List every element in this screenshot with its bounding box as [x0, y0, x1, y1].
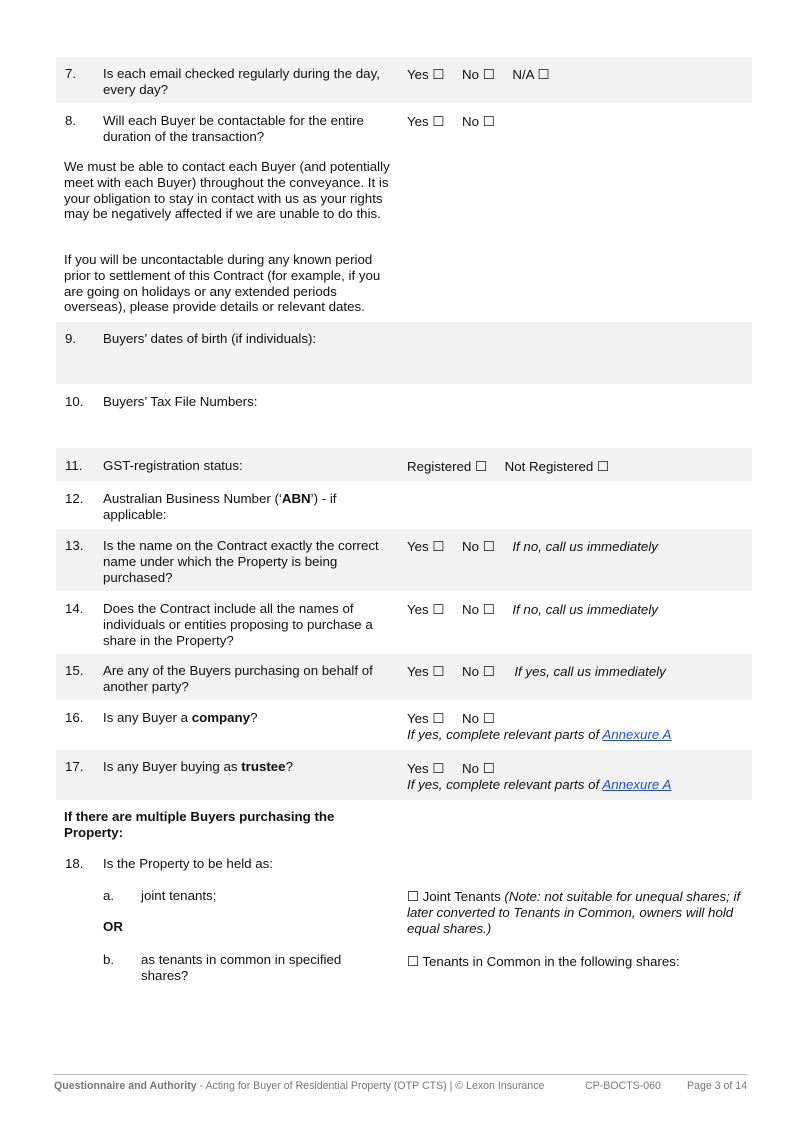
no-checkbox[interactable]: No ☐ [462, 711, 495, 726]
question-row-11 [56, 448, 752, 481]
answer-options [407, 711, 747, 743]
contact-paragraph: We must be able to contact each Buyer (and potentially meet with each Buyer) throughout the conveyance. It is your obligation to stay in contact with us as your rights may be negatively affected if we are unable to do this. [64, 159, 390, 222]
yes-checkbox[interactable]: Yes ☐ [407, 761, 445, 776]
no-checkbox[interactable]: No ☐ [462, 664, 495, 679]
question-text: Is each email checked regularly during the day, every day? [103, 66, 380, 97]
question-row-16 [56, 701, 752, 749]
question-row-12 [56, 482, 752, 528]
na-checkbox[interactable]: N/A ☐ [512, 67, 550, 82]
question-text: Buyers’ Tax File Numbers: [103, 394, 258, 409]
answer-options [407, 459, 747, 475]
question-text: Will each Buyer be contactable for the entire duration of the transaction? [103, 113, 364, 144]
no-checkbox[interactable]: No ☐ [462, 539, 495, 554]
question-row-13 [56, 529, 752, 591]
question-row-8 [56, 104, 752, 148]
question-number: 9. [65, 331, 77, 346]
question-row-15 [56, 654, 752, 700]
no-checkbox[interactable]: No ☐ [462, 67, 495, 82]
footer-divider [53, 1074, 748, 1075]
answer-options [407, 602, 747, 618]
yes-checkbox[interactable]: Yes ☐ [407, 664, 445, 679]
footer-title-bold: Questionnaire and Authority [54, 1080, 197, 1092]
question-row-7 [56, 57, 752, 103]
question-text: Does the Contract include all the names of individuals or entities proposing to purchase a share in the Property? [103, 601, 373, 648]
annexure-a-link[interactable]: Annexure A [602, 776, 672, 792]
instruction-note: If yes, complete relevant parts of [407, 776, 603, 792]
yes-checkbox[interactable]: Yes ☐ [407, 539, 445, 554]
annexure-a-link[interactable]: Annexure A [602, 726, 672, 742]
question-number: 11. [65, 458, 83, 473]
yes-checkbox[interactable]: Yes ☐ [407, 67, 445, 82]
answer-options [407, 539, 747, 555]
question-row-10 [56, 385, 752, 447]
answer-options [407, 114, 747, 130]
question-row-9 [56, 322, 752, 384]
footer-title-rest: - Acting for Buyer of Residential Property (OTP CTS) | © Lexon Insurance [196, 1080, 545, 1092]
answer-options [407, 67, 747, 83]
yes-checkbox[interactable]: Yes ☐ [407, 711, 445, 726]
multiple-buyers-heading: If there are multiple Buyers purchasing the Property: [64, 809, 335, 840]
question-text: Are any of the Buyers purchasing on behalf of another party? [103, 663, 373, 694]
joint-tenants-checkbox[interactable]: ☐ Joint Tenants [407, 889, 505, 904]
question-number: 7. [65, 66, 77, 81]
instruction-note: If no, call us immediately [512, 602, 658, 617]
tenants-in-common-checkbox[interactable]: ☐ Tenants in Common in the following shares: [407, 954, 680, 969]
footer-page-number: Page 3 of 14 [687, 1080, 748, 1092]
answer-options [407, 761, 747, 793]
footer-title [54, 1080, 544, 1093]
joint-tenants-note: (Note: not suitable for unequal shares; if later converted to Tenants in Common, owners will hold equal shares.) [407, 889, 741, 936]
joint-tenants-option [407, 889, 747, 936]
question-row-17 [56, 750, 752, 800]
option-a-letter: a. [103, 888, 115, 903]
question-number: 15. [65, 663, 84, 678]
no-checkbox[interactable]: No ☐ [462, 761, 495, 776]
uncontactable-paragraph: If you will be uncontactable during any known period prior to settlement of this Contract (for example, if you are going on holidays or any extended periods overseas), please provide details or relevant dates. [64, 252, 381, 315]
question-number: 18. [65, 856, 84, 871]
question-text: Is the Property to be held as: [103, 856, 274, 871]
registered-checkbox[interactable]: Registered ☐ [407, 459, 487, 474]
question-row-14 [56, 592, 752, 654]
question-number: 17. [65, 759, 84, 774]
question-number: 14. [65, 601, 84, 616]
instruction-note: If yes, call us immediately [514, 664, 666, 679]
not-registered-checkbox[interactable]: Not Registered ☐ [504, 459, 609, 474]
question-number: 12. [65, 491, 84, 506]
yes-checkbox[interactable]: Yes ☐ [407, 602, 445, 617]
footer-code: CP-BOCTS-060 [585, 1080, 661, 1092]
question-number: 16. [65, 710, 84, 725]
question-number: 8. [65, 113, 77, 128]
option-b-text: as tenants in common in specified shares? [141, 952, 342, 983]
instruction-note: If no, call us immediately [512, 539, 658, 554]
question-text: Is any Buyer buying as trustee? [103, 759, 293, 774]
answer-options [407, 664, 747, 680]
question-number: 10. [65, 394, 84, 409]
question-text: Is any Buyer a company? [103, 710, 258, 725]
option-a-text: joint tenants; [141, 888, 217, 903]
no-checkbox[interactable]: No ☐ [462, 114, 495, 129]
yes-checkbox[interactable]: Yes ☐ [407, 114, 445, 129]
question-text: GST-registration status: [103, 458, 243, 473]
question-text: Is the name on the Contract exactly the correct name under which the Property is being purchased? [103, 538, 379, 585]
question-text: Buyers’ dates of birth (if individuals): [103, 331, 317, 346]
no-checkbox[interactable]: No ☐ [462, 602, 495, 617]
question-number: 13. [65, 538, 84, 553]
question-text: Australian Business Number (‘ABN’) - if applicable: [103, 491, 337, 522]
or-label: OR [103, 919, 123, 934]
option-b-letter: b. [103, 952, 115, 967]
instruction-note: If yes, complete relevant parts of [407, 726, 603, 742]
